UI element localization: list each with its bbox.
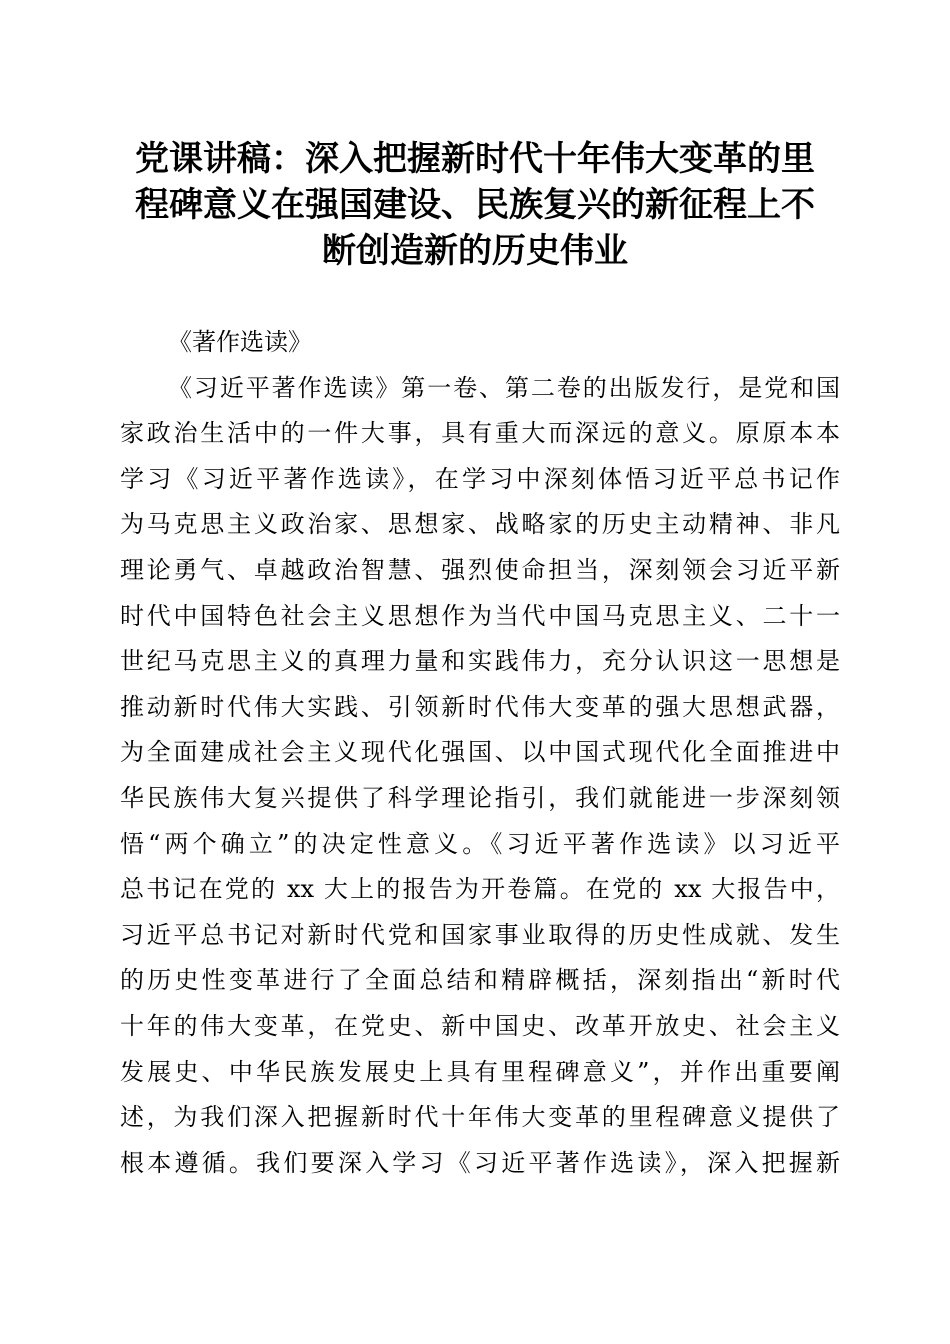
body-line: 理论勇气、卓越政治智慧、强烈使命担当，深刻领会习近平新: [120, 555, 840, 584]
body-line: 世纪马克思主义的真理力量和实践伟力，充分认识这一思想是: [120, 647, 840, 676]
title-line-1: 党课讲稿：深入把握新时代十年伟大变革的里: [135, 139, 815, 179]
body-line: 学习《习近平著作选读》，在学习中深刻体悟习近平总书记作: [120, 464, 840, 493]
body-line: 时代中国特色社会主义思想作为当代中国马克思主义、二十一: [120, 601, 840, 630]
body-line: 的历史性变革进行了全面总结和精辟概括，深刻指出“新时代: [120, 966, 840, 995]
document-body: [120, 320, 840, 1186]
title-line-3: 断创造新的历史伟业: [322, 231, 628, 271]
body-paragraph: [120, 366, 840, 1187]
body-line: 《习近平著作选读》第一卷、第二卷的出版发行，是党和国: [168, 373, 840, 402]
body-line: 华民族伟大复兴提供了科学理论指引，我们就能进一步深刻领: [120, 783, 840, 812]
body-line: 为全面建成社会主义现代化强国、以中国式现代化全面推进中: [120, 738, 840, 767]
source-label: 《著作选读》: [168, 328, 312, 356]
body-line: 悟“两个确立”的决定性意义。《习近平著作选读》以习近平: [120, 829, 840, 858]
body-line: 为马克思主义政治家、思想家、战略家的历史主动精神、非凡: [120, 510, 840, 539]
title-line-2: 程碑意义在强国建设、民族复兴的新征程上不: [135, 185, 815, 225]
body-line: 家政治生活中的一件大事，具有重大而深远的意义。原原本本: [120, 419, 840, 448]
body-line: 根本遵循。我们要深入学习《习近平著作选读》，深入把握新: [120, 1148, 840, 1177]
body-line: 发展史、中华民族发展史上具有里程碑意义”，并作出重要阐: [120, 1057, 840, 1086]
body-line: 推动新时代伟大实践、引领新时代伟大变革的强大思想武器，: [120, 692, 840, 721]
body-line: 十年的伟大变革，在党史、新中国史、改革开放史、社会主义: [120, 1011, 840, 1040]
body-line: 总书记在党的 xx 大上的报告为开卷篇。在党的 xx 大报告中，: [120, 875, 840, 904]
body-line: 述，为我们深入把握新时代十年伟大变革的里程碑意义提供了: [120, 1103, 840, 1132]
document-title: [110, 136, 840, 274]
source-paragraph: [120, 320, 840, 366]
body-line: 习近平总书记对新时代党和国家事业取得的历史性成就、发生: [120, 920, 840, 949]
